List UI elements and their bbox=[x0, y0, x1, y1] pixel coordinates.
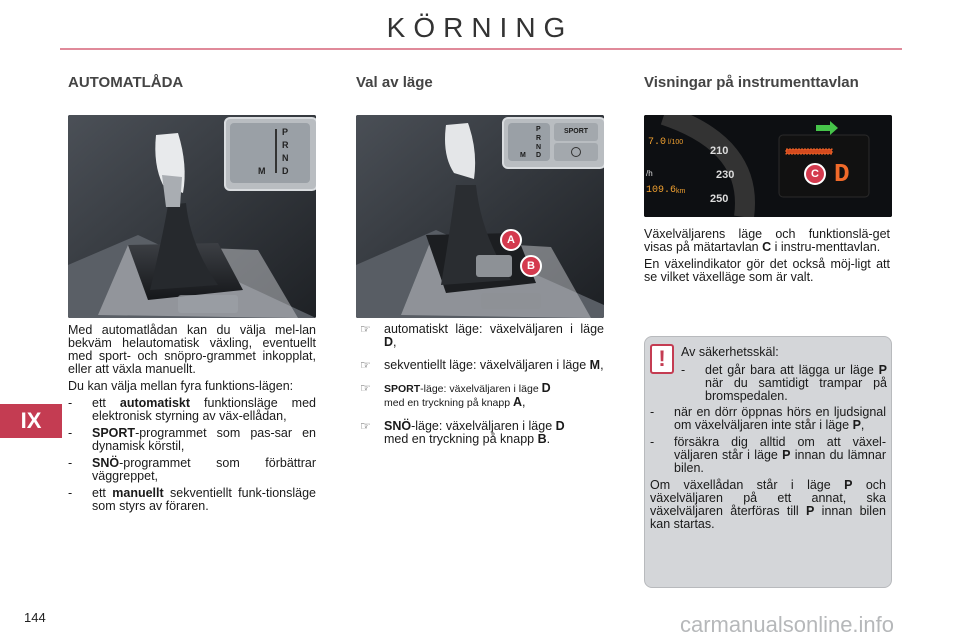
hand-pointer-icon: ☞ bbox=[360, 322, 371, 336]
consumption-readout: 7.0 bbox=[648, 137, 667, 148]
col1-body bbox=[68, 324, 316, 517]
inset-r-label: R bbox=[282, 140, 289, 150]
speed-tick-210: 210 bbox=[710, 145, 729, 157]
speed-tick-230: 230 bbox=[716, 169, 735, 181]
list-item: - när en dörr öppnas hörs en ljudsignal om växelväljaren inte står i läge P, bbox=[650, 405, 886, 432]
chapter-tab[interactable]: IX bbox=[0, 404, 62, 438]
hand-pointer-icon: ☞ bbox=[360, 358, 371, 372]
safety-closing: Om växellådan står i läge P och växelväljaren på ett annat, ska växelväljaren återföras till P innan bilen kan startas. bbox=[650, 478, 886, 531]
hand-pointer-icon: ☞ bbox=[360, 419, 371, 433]
col1-lead: Du kan välja mellan fyra funktions-lägen: bbox=[68, 379, 294, 393]
col3-body bbox=[644, 228, 890, 288]
list-item: - ett automatiskt funktionsläge med elektronisk styrning av väx-ellådan, bbox=[68, 396, 316, 423]
gear-indicator: D bbox=[834, 159, 850, 189]
header-divider bbox=[60, 48, 902, 50]
list-item: ☞ SPORT-läge: växelväljaren i läge D med en tryckning på knapp A, bbox=[360, 381, 551, 409]
gear-selector-photo bbox=[68, 115, 316, 318]
shift-gate-line bbox=[275, 129, 277, 173]
instrument-cluster-illustration bbox=[644, 115, 892, 217]
snow-button-inset bbox=[554, 143, 598, 161]
inset-n-label: N bbox=[282, 153, 289, 163]
col1-intro: Med automatlådan kan du välja mel-lan bekväm helautomatisk växling, eventuellt med sport- och snöpro-grammet inkopplat, eller att växla manuellt. bbox=[68, 323, 316, 376]
list-item: - SNÖ-programmet som förbättrar väggreppet, bbox=[68, 456, 316, 483]
hand-pointer-icon: ☞ bbox=[360, 381, 371, 395]
warning-icon: ! bbox=[650, 344, 674, 374]
gear-selector-buttons-photo bbox=[356, 115, 604, 318]
inset-p-label: P bbox=[282, 127, 289, 137]
mode-list bbox=[358, 323, 604, 456]
inset-d-label: D bbox=[282, 166, 289, 176]
callout-a: A bbox=[500, 229, 522, 251]
page-title: KÖRNING bbox=[386, 12, 574, 43]
shift-pattern-inset bbox=[224, 117, 316, 191]
list-item: - ett manuellt sekventiellt funk-tionsläge som styrs av föraren. bbox=[68, 486, 317, 513]
inset-m-label: M bbox=[258, 166, 266, 176]
mode-buttons-inset: P R N D M SPORT bbox=[502, 117, 604, 169]
watermark: carmanualsonline.info bbox=[680, 612, 895, 637]
list-item: ☞ SNÖ-läge: växelväljaren i läge D med en tryckning på knapp B. bbox=[360, 419, 565, 446]
instrument-cluster-photo: 7.0 l/100 /h 109.6 km 210 230 250 C D bbox=[644, 115, 892, 217]
snowflake-icon bbox=[571, 147, 581, 157]
col3-paragraph-1: Växelväljarens läge och funktionslä-get visas på mätartavlan C i instru-menttavlan. bbox=[644, 227, 890, 254]
section-heading-automatlada: AUTOMATLÅDA bbox=[68, 74, 184, 91]
callout-c: C bbox=[804, 163, 826, 185]
callout-b: B bbox=[520, 255, 542, 277]
safety-item-1: - det går bara att lägga ur läge P när du samtidigt trampar på bromspedalen. bbox=[681, 363, 887, 403]
col3-paragraph-2: En växelindikator gör det också möj-ligt att se vilket växelläge som är valt. bbox=[644, 257, 890, 284]
safety-items-rest bbox=[650, 406, 886, 531]
page-number: 144 bbox=[24, 610, 46, 625]
sport-button-inset: SPORT bbox=[554, 123, 598, 141]
safety-title: Av säkerhetsskäl: bbox=[681, 345, 779, 359]
odometer-readout: 109.6 bbox=[646, 185, 677, 196]
section-heading-val-av-lage: Val av läge bbox=[356, 74, 433, 91]
list-item: - SPORT-programmet som pas-sar en dynamisk körstil, bbox=[68, 426, 316, 453]
list-item: - försäkra dig alltid om att växel-väljaren står i läge P innan du lämnar bilen. bbox=[650, 435, 886, 475]
list-item: ☞ automatiskt läge: växelväljaren i läge D, bbox=[360, 322, 604, 349]
speed-tick-250: 250 bbox=[710, 193, 729, 205]
list-item: ☞ sekventiellt läge: växelväljaren i läge M, bbox=[360, 358, 604, 372]
section-heading-visningar: Visningar på instrumenttavlan bbox=[644, 74, 859, 91]
